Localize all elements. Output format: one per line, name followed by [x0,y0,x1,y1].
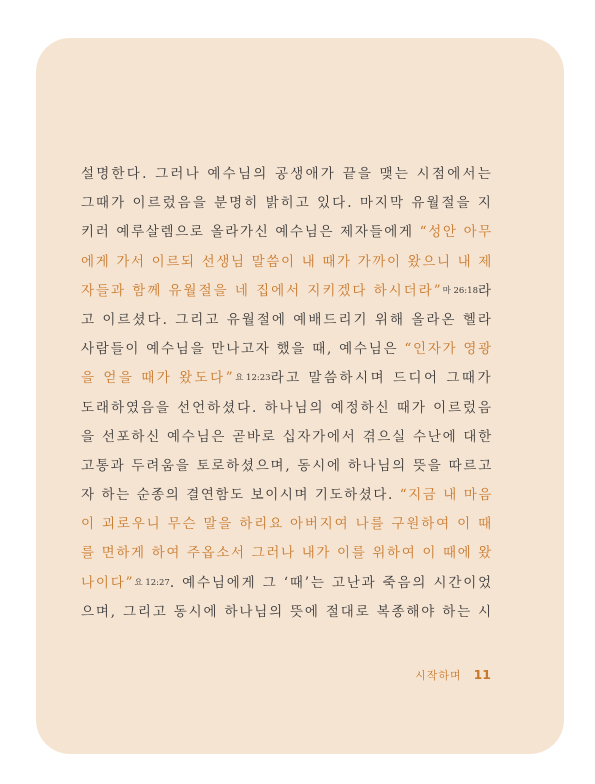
scripture-quote: “지금 내 마음 [399,487,493,504]
text-line [81,277,493,306]
text-line [81,452,493,481]
body-text-segment: 고 이르셨다. 그리고 유월절에 예배드리기 위해 올라온 헬라 [81,311,493,328]
scripture-reference: 요 12:23 [235,373,271,384]
text-line [81,306,493,335]
page-number: 11 [473,667,491,682]
scripture-reference: 요 12:27 [134,577,170,588]
body-text-segment: 라고 말씀하시며 드디어 그때가 [270,370,494,387]
text-line [81,248,493,277]
text-line [81,394,493,423]
page-footer [415,667,491,683]
body-text-segment: 라 [477,282,493,299]
body-text-segment: 자 하는 순종의 결연함도 보이시며 기도하셨다. [81,487,400,504]
body-text-segment: 을 선포하신 예수님은 곧바로 십자가에서 겪으실 수난에 대한 [81,428,493,445]
scripture-quote: 나이다” [81,574,135,591]
scripture-quote: 를 면하게 하여 주옵소서 그러나 내가 이를 위하여 이 때에 왔 [81,545,493,562]
body-text-segment: 설명한다. 그러나 예수님의 공생애가 끝을 맺는 시점에서는 [81,166,493,182]
scripture-quote: 에게 가서 이르되 선생님 말씀이 내 때가 가까이 왔으니 내 제 [81,253,493,270]
scripture-quote: 이 괴로우니 무슨 말을 하리요 아버지여 나를 구원하여 이 때 [81,516,493,533]
scripture-quote: “성안 아무 [419,224,493,241]
text-line [81,510,493,539]
body-text-segment: 그때가 이르렀음을 분명히 밝히고 있다. 마지막 유월절을 지 [81,195,493,212]
body-paragraph [81,160,493,627]
body-text-segment: 키러 예루살렘으로 올라가신 예수님은 제자들에게 [81,224,420,241]
text-line [81,218,493,247]
text-line [81,569,493,598]
text-line [81,423,493,452]
text-line [81,539,493,568]
running-footer-title: 시작하며 [415,669,462,682]
body-text-segment: 고통과 두려움을 토로하셨으며, 동시에 하나님의 뜻을 따르고 [81,457,493,474]
body-text-segment: 도래하였음을 선언하셨다. 하나님의 예정하신 때가 이르렀음 [81,399,494,416]
text-line [81,598,493,627]
scripture-reference: 마 26:18 [442,285,478,296]
scripture-quote: 자들과 함께 유월절을 네 집에서 지키겠다 하시더라” [81,282,443,299]
text-line [81,364,493,393]
scripture-quote: “인자가 영광 [404,341,493,358]
text-line [81,189,493,218]
text-line [81,160,493,189]
body-text-segment: 사람들이 예수님을 만나고자 했을 때, 예수님은 [81,341,405,358]
body-text-segment: 으며, 그리고 동시에 하나님의 뜻에 절대로 복종해야 하는 시 [81,603,493,620]
scripture-quote: 을 얻을 때가 왔도다” [81,370,236,387]
body-text-segment: . 예수님에게 그 ‘때’는 고난과 죽음의 시간이었 [169,574,494,591]
text-line [81,481,493,510]
text-line [81,335,493,364]
